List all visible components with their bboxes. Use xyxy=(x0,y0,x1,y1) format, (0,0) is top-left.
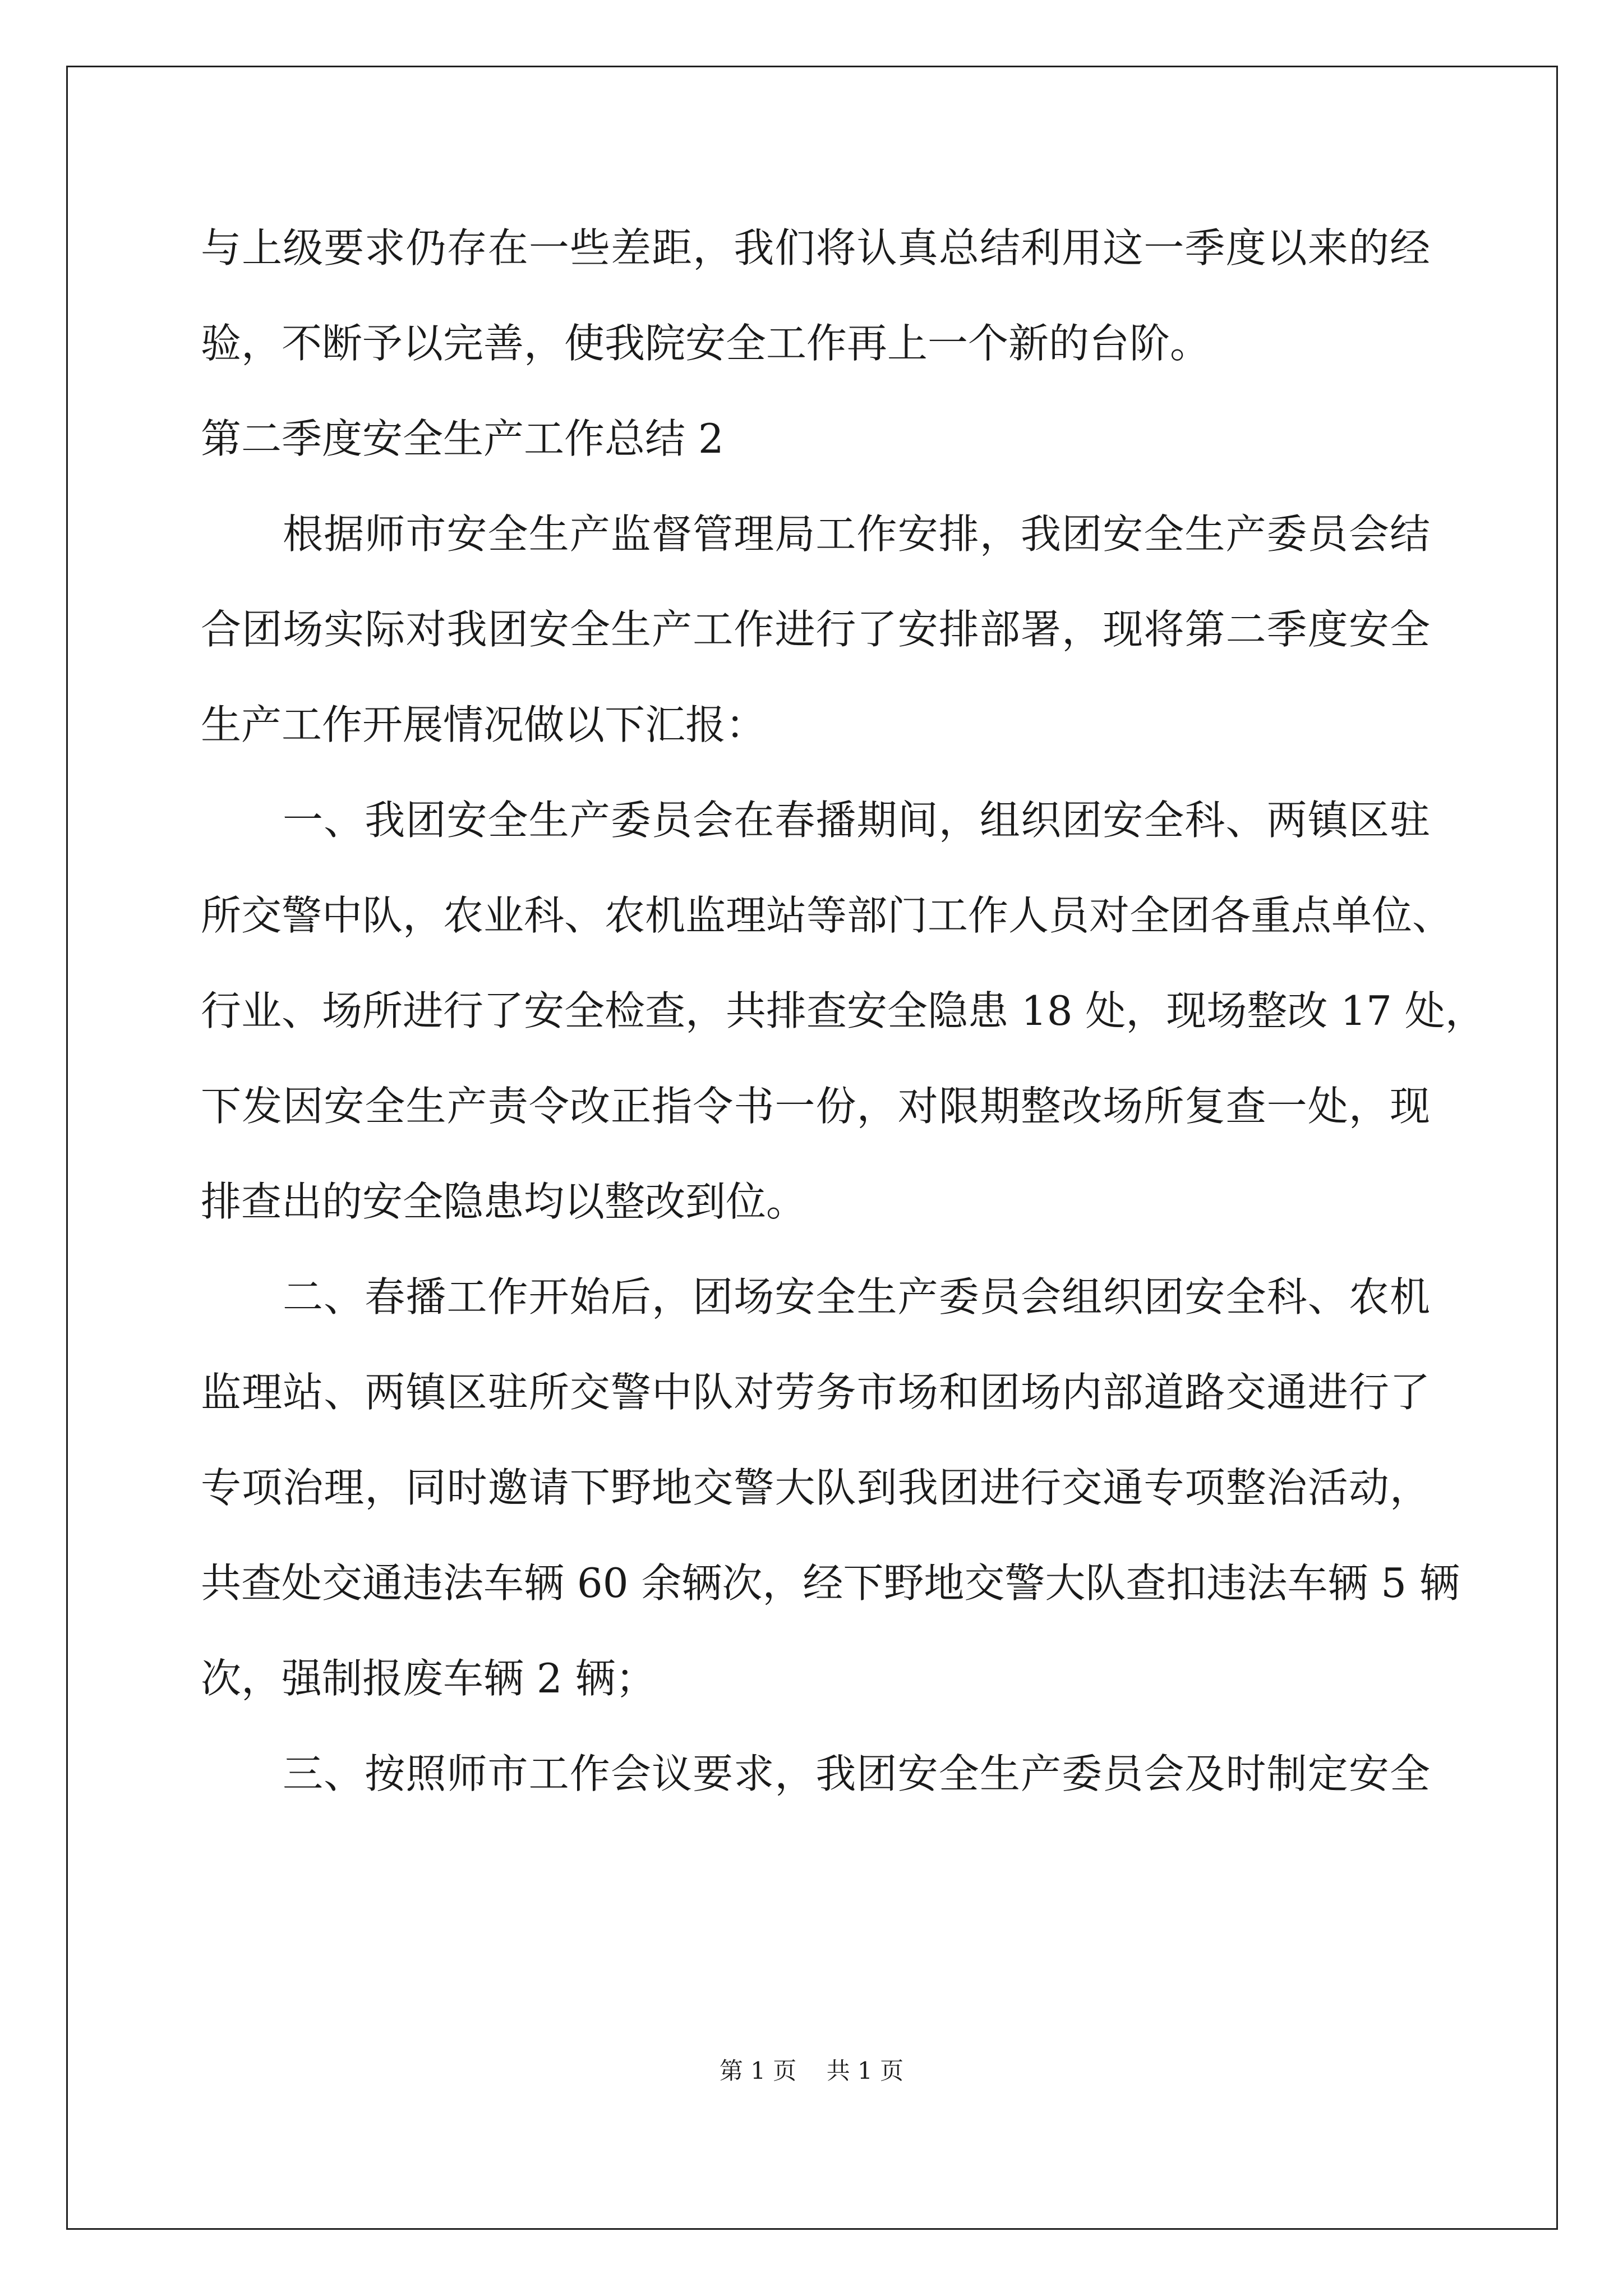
text-line: 验，不断予以完善，使我院安全工作再上一个新的台阶。 xyxy=(201,320,1211,367)
text-line: 监理站、两镇区驻所交警中队对劳务市场和团场内部道路交通进行了 xyxy=(201,1369,1430,1416)
text-line: 一、我团安全生产委员会在春播期间，组织团安全科、两镇区驻 xyxy=(283,797,1430,844)
text-line: 行业、场所进行了安全检查，共排查安全隐患 18 处，现场整改 17 处， xyxy=(201,987,1486,1034)
text-line: 三、按照师市工作会议要求，我团安全生产委员会及时制定安全 xyxy=(283,1750,1430,1797)
text-line: 排查出的安全隐患均以整改到位。 xyxy=(201,1178,807,1225)
text-line: 合团场实际对我团安全生产工作进行了安排部署，现将第二季度安全 xyxy=(201,606,1430,653)
text-line: 下发因安全生产责令改正指令书一份，对限期整改场所复查一处，现 xyxy=(201,1083,1430,1130)
section-heading: 第二季度安全生产工作总结 2 xyxy=(201,415,724,462)
page-number-footer: 第 1 页 共 1 页 xyxy=(719,2057,904,2085)
text-line: 生产工作开展情况做以下汇报： xyxy=(201,701,767,748)
text-line: 根据师市安全生产监督管理局工作安排，我团安全生产委员会结 xyxy=(283,510,1430,558)
text-line: 二、春播工作开始后，团场安全生产委员会组织团安全科、农机 xyxy=(283,1273,1430,1320)
text-line: 专项治理，同时邀请下野地交警大队到我团进行交通专项整治活动， xyxy=(201,1464,1430,1511)
page-border xyxy=(66,66,1558,2230)
text-line: 次，强制报废车辆 2 辆； xyxy=(201,1655,656,1702)
text-line: 所交警中队，农业科、农机监理站等部门工作人员对全团各重点单位、 xyxy=(201,892,1453,939)
text-line: 与上级要求仍存在一些差距，我们将认真总结利用这一季度以来的经 xyxy=(201,224,1430,272)
text-line: 共查处交通违法车辆 60 余辆次，经下野地交警大队查扣违法车辆 5 辆 xyxy=(201,1559,1460,1607)
